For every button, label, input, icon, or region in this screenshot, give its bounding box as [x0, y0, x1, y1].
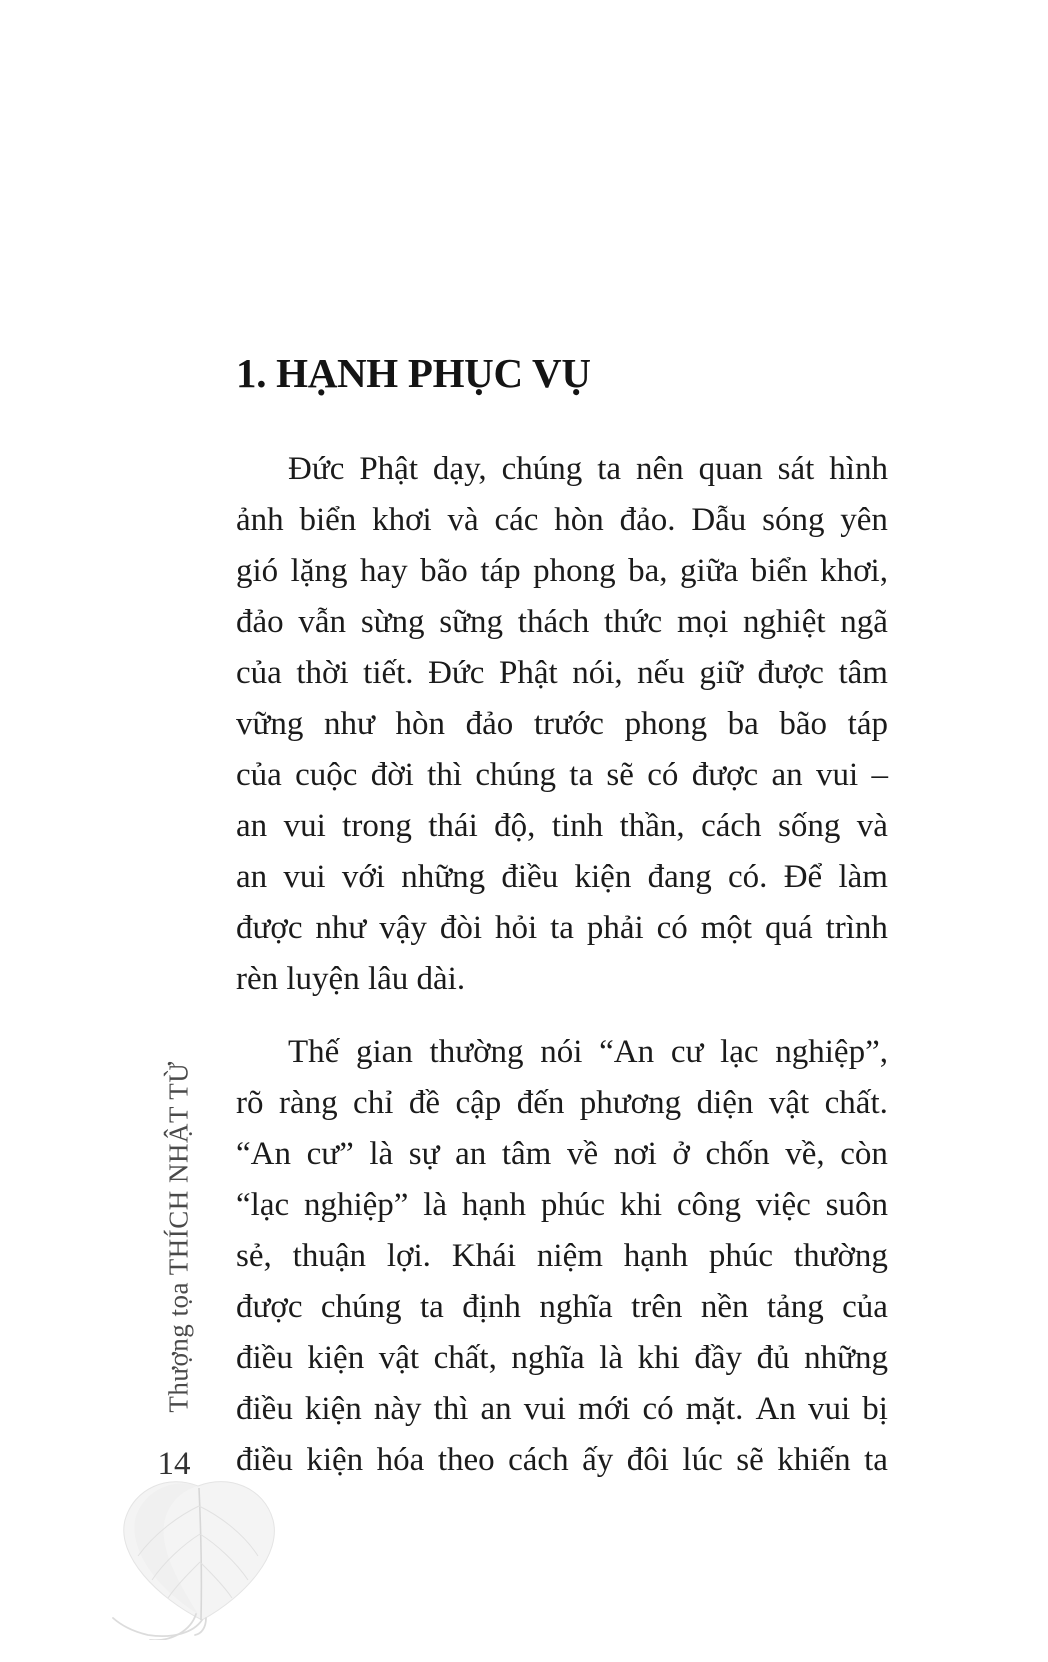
text-line: rõ ràng chỉ đề cập đến phương diện vật chất.	[236, 1085, 888, 1121]
paragraph	[236, 1027, 888, 1486]
leaf-stems	[113, 1614, 206, 1640]
text-line: Thế gian thường nói “An cư lạc nghiệp”,	[288, 1034, 888, 1070]
text-line: vững như hòn đảo trước phong ba bão táp	[236, 706, 888, 742]
page-content	[236, 344, 888, 1486]
page-number: 14	[157, 1446, 191, 1482]
paragraph	[236, 444, 888, 1005]
text-line: an vui với những điều kiện đang có. Để làm	[236, 859, 888, 895]
text-line: “lạc nghiệp” là hạnh phúc khi công việc suôn	[236, 1187, 888, 1223]
text-line: “An cư” là sự an tâm về nơi ở chốn về, còn	[236, 1136, 888, 1172]
body-text	[236, 444, 888, 1486]
text-line: đảo vẫn sừng sững thách thức mọi nghiệt ngã	[236, 604, 888, 640]
chapter-heading: 1. HẠNH PHỤC VỤ	[236, 350, 591, 396]
text-line: của cuộc đời thì chúng ta sẽ có được an vui –	[236, 757, 888, 793]
text-line: điều kiện hóa theo cách ấy đôi lúc sẽ khiến ta	[236, 1442, 888, 1478]
text-line: sẻ, thuận lợi. Khái niệm hạnh phúc thường	[236, 1238, 888, 1274]
text-line: ảnh biển khơi và các hòn đảo. Dẫu sóng yên	[236, 502, 888, 538]
text-line: gió lặng hay bão táp phong ba, giữa biển khơi,	[236, 553, 888, 589]
spine-author-label: Thượng tọa THÍCH NHẬT TỪ	[163, 1061, 194, 1413]
text-line: được chúng ta định nghĩa trên nền tảng của	[236, 1289, 888, 1325]
text-line: được như vậy đòi hỏi ta phải có một quá trình	[236, 910, 888, 946]
text-line: rèn luyện lâu dài.	[236, 961, 466, 997]
text-line: Đức Phật dạy, chúng ta nên quan sát hình	[288, 451, 888, 487]
text-line: an vui trong thái độ, tinh thần, cách sống và	[236, 808, 888, 844]
text-line: của thời tiết. Đức Phật nói, nếu giữ được tâm	[236, 655, 888, 691]
text-line: điều kiện này thì an vui mới có mặt. An vui bị	[236, 1391, 888, 1427]
bodhi-leaf-watermark	[98, 1472, 298, 1640]
text-line: điều kiện vật chất, nghĩa là khi đầy đủ những	[236, 1340, 888, 1376]
